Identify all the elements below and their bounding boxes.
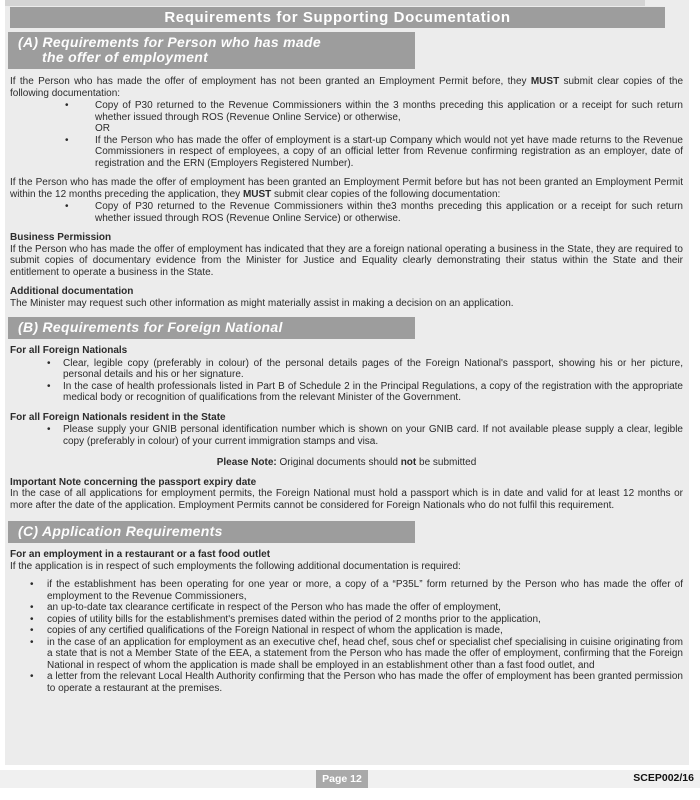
restaurant-heading: For an employment in a restaurant or a fast food outlet	[10, 549, 271, 560]
section-a-header-line1: (A) Requirements for Person who has made	[18, 34, 321, 50]
note-bold2: not	[400, 457, 417, 468]
additional-documentation-heading: Additional documentation	[10, 286, 134, 297]
section-b-header-line: (B) Requirements for Foreign National	[18, 319, 283, 335]
section-c-header-line: (C) Application Requirements	[18, 523, 223, 539]
intro2-post: submit clear copies of the following documentation:	[271, 188, 501, 200]
list-item: • in the case of an application for employment as an executive chef, head chef, sous chef or specialist chef specialising in cuisine originating from a state that is not a Member State of the EEA, a statement from the Person who has made the offer of employment, confirming that the Foreign National in respect of whom the application is made shall be employed in an establishment other than a fast food outlet, and	[10, 637, 683, 672]
business-permission-text: If the Person who has made the offer of employment has indicated that they are a foreign national operating a business in the State, they are required to submit copies of documentary evidence from the Minister for Justice and Equality clearly demonstrating their status within the State and their entitlement to operate a business in the State.	[10, 243, 683, 278]
resident-bullet-list	[10, 424, 683, 447]
page-number-badge: Page 12	[316, 770, 368, 788]
section-a-intro1	[10, 76, 683, 99]
list-item: • copies of any certified qualifications of the Foreign National in respect of whom the application is made,	[10, 625, 683, 637]
note-mid: Original documents should	[276, 457, 401, 468]
all-foreign-nationals-heading: For all Foreign Nationals	[10, 345, 128, 356]
list-item: • Please supply your GNIB personal identification number which is shown on your GNIB card. If not available please supply a clear, legible copy (preferably in colour) of your current immigration stamps and visa.	[10, 424, 683, 447]
section-a-bullet-list-1	[10, 100, 683, 169]
section-c-content	[5, 549, 689, 694]
resident-heading: For all Foreign Nationals resident in the State	[10, 411, 226, 423]
section-a-header	[8, 32, 415, 69]
passport-expiry-heading: Important Note concerning the passport expiry date	[10, 476, 257, 488]
restaurant-bullet-list	[10, 579, 683, 694]
list-item: • Clear, legible copy (preferably in colour) of the personal details pages of the Foreign National's passport, showing his or her picture, personal details and his or her signature.	[10, 358, 683, 381]
section-b-header	[8, 317, 415, 339]
note-bold1: Please Note:	[216, 457, 277, 468]
page-title: Requirements for Supporting Documentation	[10, 7, 665, 28]
passport-expiry-text: In the case of all applications for employment permits, the Foreign National must hold a passport which is in date and valid for at least 12 months or more after the date of the application. Employment Permits cannot be considered for Foreign Nationals who do not fulfil this requirement.	[10, 488, 683, 511]
section-a-intro2	[10, 177, 683, 200]
list-item: • an up-to-date tax clearance certificate in respect of the Person who has made the offer of employment,	[10, 602, 683, 614]
document-code: SCEP002/16	[633, 772, 694, 784]
list-item: • Copy of P30 returned to the Revenue Commissioners within the3 months preceding this application or a receipt for such return whether issued through ROS (Revenue Online Service) or otherwise.	[10, 201, 683, 224]
section-b-content	[5, 345, 689, 511]
section-a-content	[5, 76, 689, 309]
list-item: • copies of utility bills for the establishment's premises dated within the period of 2 months prior to the application,	[10, 614, 683, 626]
document-page	[5, 0, 689, 765]
all-foreign-nationals-bullet-list	[10, 358, 683, 404]
intro1-bold: MUST	[530, 76, 560, 87]
list-item: • if the establishment has been operating for one year or more, a copy of a “P35L” form returned by the Person who has made the offer of employment to the Revenue Commissioners,	[10, 579, 683, 602]
list-item: • If the Person who has made the offer of employment is a start-up Company which would not yet have made returns to the Revenue Commissioners in respect of employees, a copy of an official letter from Revenue confirming registration as an employer, date of registration and the ERN (Employers Registered Number).	[10, 135, 683, 170]
page-footer	[0, 770, 700, 788]
intro2-pre: If the Person who has made the offer of employment has been granted an Employment Permit before but has not been granted an Employment Permit within the 12 months preceding the application, they	[10, 177, 683, 200]
section-c-header	[8, 521, 415, 543]
list-item: • In the case of health professionals listed in Part B of Schedule 2 in the Principal Regulations, a copy of the registration with the appropriate medical body or recognition of qualifications from the relevant Minister of the Government.	[10, 381, 683, 404]
section-a-bullet-list-2	[10, 201, 683, 224]
additional-documentation-text: The Minister may request such other information as might materially assist in making a decision on an application.	[10, 297, 514, 309]
business-permission-heading: Business Permission	[10, 232, 112, 243]
section-a-header-line2: the offer of employment	[42, 49, 209, 65]
intro1-post: submit clear copies of the following documentation:	[10, 76, 684, 99]
top-strip	[5, 0, 645, 6]
restaurant-intro: If the application is in respect of such employments the following additional documentation is required:	[10, 560, 461, 572]
original-documents-note	[10, 457, 683, 469]
or-line: OR	[95, 123, 110, 134]
intro1-pre: If the Person who has made the offer of employment has not been granted an Employment Permit before, they	[10, 76, 531, 87]
list-item: • a letter from the relevant Local Health Authority confirming that the Person who has made the offer of employment has been granted permission to operate a restaurant at the premises.	[10, 671, 683, 694]
note-post: be submitted	[416, 457, 477, 468]
intro2-bold: MUST	[242, 188, 272, 200]
list-item: • Copy of P30 returned to the Revenue Commissioners within the 3 months preceding this application or a receipt for such return whether issued through ROS (Revenue Online Service) or otherwise, OR	[10, 100, 683, 135]
